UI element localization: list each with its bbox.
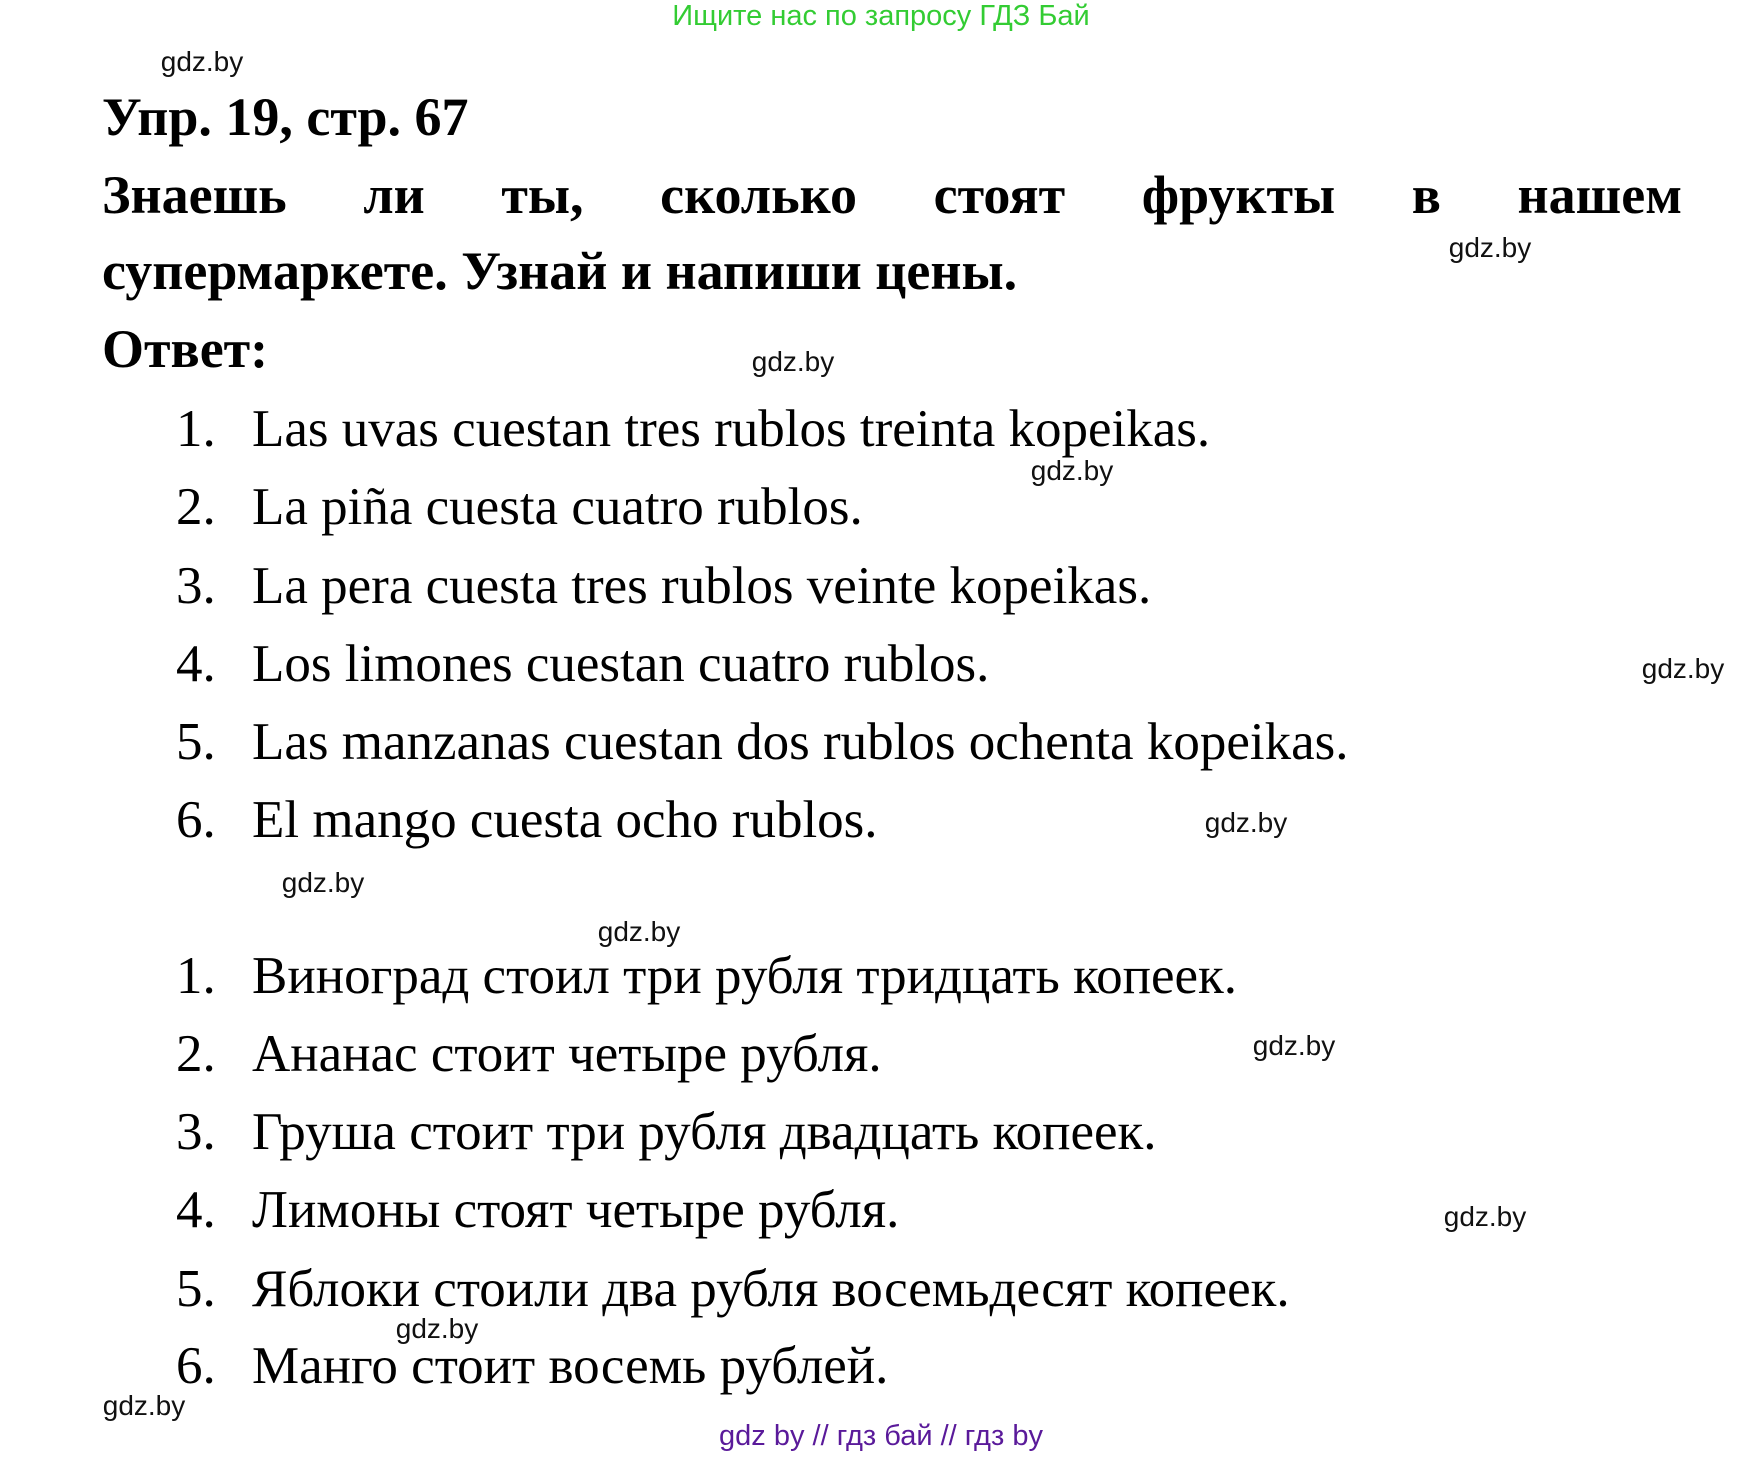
- list-item: [176, 1260, 1290, 1318]
- item-number: 6.: [176, 791, 216, 849]
- question-line-2: супермаркете. Узнай и напиши цены.: [102, 241, 1018, 301]
- item-text: Los limones cuestan cuatro rublos.: [252, 635, 990, 693]
- item-text: Яблоки стоили два рубля восемьдесят копеек.: [252, 1260, 1290, 1318]
- item-text: Груша стоит три рубля двадцать копеек.: [252, 1103, 1157, 1161]
- list-item: [176, 1103, 1157, 1161]
- item-number: 2.: [176, 1025, 216, 1083]
- item-text: Лимоны стоят четыре рубля.: [252, 1181, 900, 1239]
- item-text: Las manzanas cuestan dos rublos ochenta kopeikas.: [252, 713, 1349, 771]
- item-number: 1.: [176, 947, 216, 1005]
- item-text: La piña cuesta cuatro rublos.: [252, 478, 863, 536]
- item-text: La pera cuesta tres rublos veinte kopeikas.: [252, 557, 1152, 615]
- watermark: gdz.by: [1204, 807, 1288, 838]
- watermark: gdz.by: [1252, 1030, 1336, 1061]
- watermark: gdz.by: [281, 867, 365, 898]
- answer-label: Ответ:: [102, 319, 269, 379]
- list-item: [176, 947, 1238, 1005]
- top-banner: Ищите нас по запросу ГДЗ Бай: [672, 0, 1090, 32]
- list-item: [176, 791, 878, 849]
- item-text: El mango cuesta ocho rublos.: [252, 791, 878, 849]
- item-number: 6.: [176, 1337, 216, 1395]
- watermark: gdz.by: [1030, 455, 1114, 486]
- list-item: [176, 478, 863, 536]
- item-number: 2.: [176, 478, 216, 536]
- watermark: gdz.by: [160, 46, 244, 77]
- watermark: gdz.by: [395, 1313, 479, 1344]
- item-number: 4.: [176, 1181, 216, 1239]
- list-item: [176, 635, 990, 693]
- list-item: [176, 1181, 900, 1239]
- watermark: gdz.by: [751, 346, 835, 377]
- watermark: gdz.by: [1443, 1201, 1527, 1232]
- watermark: gdz.by: [1641, 653, 1725, 684]
- item-text: Las uvas cuestan tres rublos treinta kopeikas.: [252, 400, 1211, 458]
- item-number: 4.: [176, 635, 216, 693]
- item-number: 3.: [176, 1103, 216, 1161]
- item-text: Манго стоит восемь рублей.: [252, 1337, 889, 1395]
- list-item: [176, 713, 1349, 771]
- watermark: gdz.by: [1448, 232, 1532, 263]
- item-number: 1.: [176, 400, 216, 458]
- list-item: [176, 1337, 889, 1395]
- list-item: [176, 1025, 882, 1083]
- item-text: Виноград стоил три рубля тридцать копеек.: [252, 947, 1238, 1005]
- item-number: 5.: [176, 713, 216, 771]
- watermark: gdz.by: [102, 1390, 186, 1421]
- list-item: [176, 557, 1152, 615]
- list-item: [176, 400, 1211, 458]
- footer-watermark: gdz by // гдз бай // гдз by: [719, 1420, 1043, 1452]
- question-line-1: Знаешь ли ты, сколько стоят фрукты в нашем: [102, 165, 1682, 225]
- item-number: 5.: [176, 1260, 216, 1318]
- item-number: 3.: [176, 557, 216, 615]
- exercise-title: Упр. 19, стр. 67: [102, 87, 469, 147]
- item-text: Ананас стоит четыре рубля.: [252, 1025, 882, 1083]
- watermark: gdz.by: [597, 916, 681, 947]
